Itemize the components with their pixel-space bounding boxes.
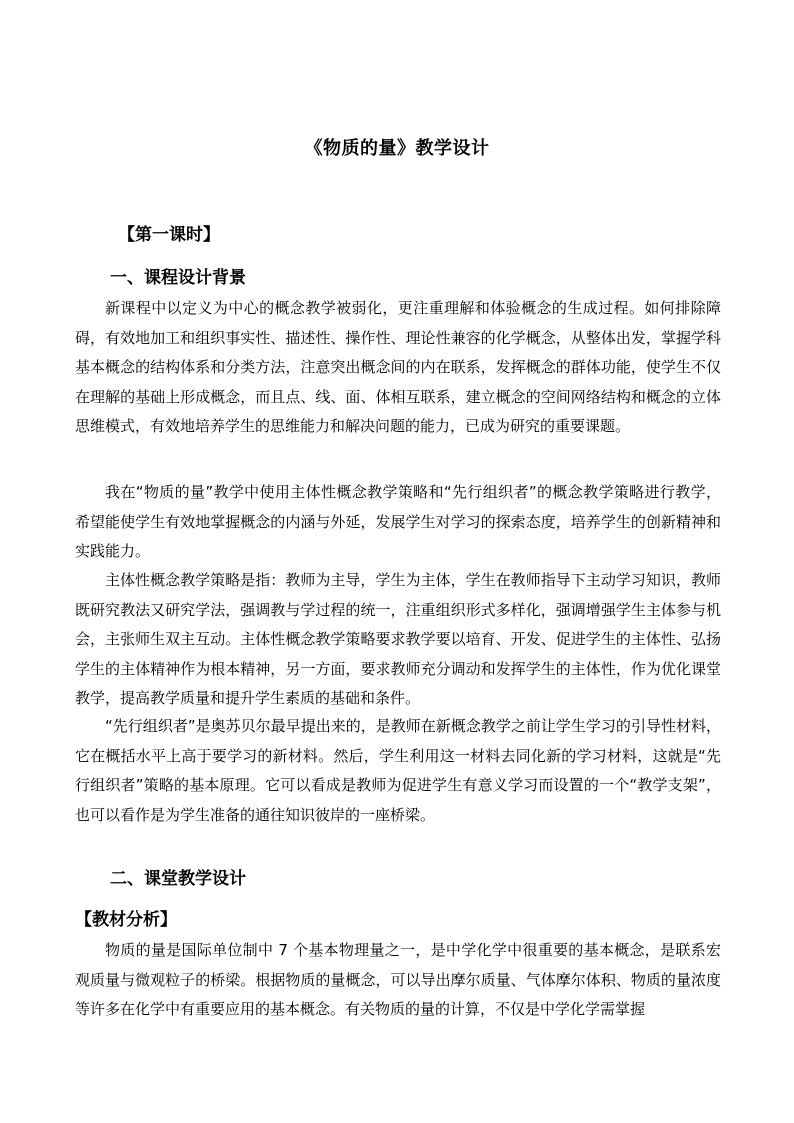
lesson-label: 【第一课时】 bbox=[118, 225, 220, 245]
paragraph-textbook-analysis: 物质的量是国际单位制中 7 个基本物理量之一，是中学化学中很重要的基本概念，是联系宏观质量与微观粒子的桥梁。根据物质的量概念，可以导出摩尔质量、气体摩尔体积、物质的量浓度等许多在化学中有重要应用的基本概念。有关物质的量的计算，不仅是中学化学需掌握 bbox=[75, 941, 721, 1019]
paragraph-advance-organizer: “先行组织者”是奥苏贝尔最早提出来的，是教师在新概念教学之前让学生学习的引导性材料，它在概括水平上高于要学习的新材料。然后，学生利用这一材料去同化新的学习材料，这就是“先行组织者”策略的基本原理。它可以看成是教师为促进学生有意义学习而设置的一个“教学支架”，也可以看作是为学生准备的通往知识彼岸的一座桥梁。 bbox=[75, 717, 721, 824]
section-heading-background: 一、课程设计背景 bbox=[110, 268, 246, 288]
sub-heading-textbook-analysis: 【教材分析】 bbox=[75, 910, 177, 930]
paragraph-subjectivity-strategy: 主体性概念教学策略是指：教师为主导，学生为主体，学生在教师指导下主动学习知识，教师既研究教法又研究学法，强调教与学过程的统一，注重组织形式多样化，强调增强学生主体参与机会，主张师生双主互动。主体性概念教学策略要求教学要以培育、开发、促进学生的主体性、弘扬学生的主体精神作为根本精神，另一方面，要求教师充分调动和发挥学生的主体性，作为优化课堂教学，提高教学质量和提升学生素质的基础和条件。 bbox=[75, 571, 721, 708]
paragraph-background: 新课程中以定义为中心的概念教学被弱化，更注重理解和体验概念的生成过程。如何排除障碍，有效地加工和组织事实性、描述性、操作性、理论性兼容的化学概念，从整体出发，掌握学科基本概念的结构体系和分类方法，注意突出概念间的内在联系，发挥概念的群体功能，使学生不仅在理解的基础上形成概念，而且点、线、面、体相互联系，建立概念的空间网络结构和概念的立体思维模式，有效地培养学生的思维能力和解决问题的能力，已成为研究的重要课题。 bbox=[75, 299, 721, 436]
document-title: 《物质的量》教学设计 bbox=[304, 138, 490, 159]
paragraph-strategy-intro: 我在“物质的量”教学中使用主体性概念教学策略和“先行组织者”的概念教学策略进行教学，希望能使学生有效地掌握概念的内涵与外延，发展学生对学习的探索态度，培养学生的创新精神和实践能力。 bbox=[75, 483, 721, 561]
section-heading-classroom-design: 二、课堂教学设计 bbox=[110, 869, 246, 889]
